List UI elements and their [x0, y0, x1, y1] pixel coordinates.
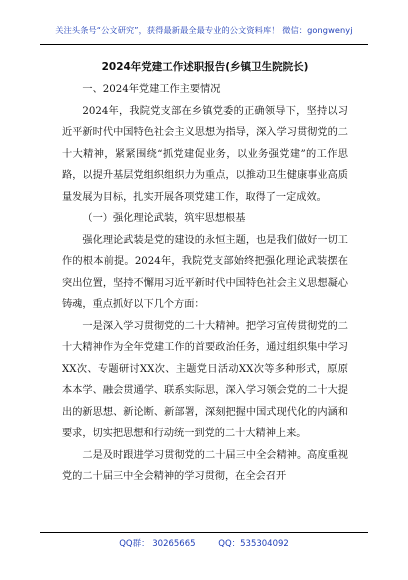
footer-qq[interactable]: QQ：535304092: [218, 539, 289, 549]
paragraph-1: 2024年，我院党支部在乡镇党委的正确领导下，坚持以习近平新时代中国特色社会主义思想为指导，深入学习贯彻党的二十大精神，紧紧围绕“抓党建促业务，以业务强党建”的工作思路，以提升基层党组织组织力为重点，以推动卫生健康事业高质量发展为目标，扎实开展各项党建工作，取得了一定成效。: [62, 105, 348, 203]
paragraph-2: 强化理论武装是党的建设的永恒主题，也是我们做好一切工作的根本前提。2024年，我院党支部始终把强化理论武装摆在突出位置，坚持不懈用习近平新时代中国特色社会主义思想凝心铸魂，重点抓好以下几个方面：: [62, 234, 348, 310]
footer-contact: [0, 537, 408, 549]
footer-qq-group[interactable]: QQ群： 30265665: [119, 539, 196, 549]
section-heading-1: 一、2024年党建工作主要情况: [82, 84, 221, 95]
header-divider: [40, 44, 368, 45]
paragraph-4: 二是及时跟进学习贯彻党的二十届三中全会精神。高度重视党的二十届三中全会精神的学习贯彻，在全会召开: [62, 449, 348, 482]
paragraph-3: 一是深入学习贯彻党的二十大精神。把学习宣传贯彻党的二十大精神作为全年党建工作的首要政治任务，通过组织集中学习XX次、专题研讨XX次、主题党日活动XX次等多种形式，原原本本学、融会贯通学、联系实际思，深入学习领会党的二十大提出的新思想、新论断、新部署，深刻把握中国式现代化的内涵和要求，切实把思想和行动统一到党的二十大精神上来。: [62, 320, 348, 439]
document-body: [62, 58, 348, 488]
footer-divider: [40, 532, 368, 533]
subsection-heading-1: （一）强化理论武装，筑牢思想根基: [82, 213, 246, 224]
document-title: 2024年党建工作述职报告(乡镇卫生院院长): [101, 61, 309, 73]
header-banner[interactable]: 关注头条号“公文研究”，获得最新最全最专业的公文资料库！ 微信：gongwenyj: [55, 25, 353, 35]
